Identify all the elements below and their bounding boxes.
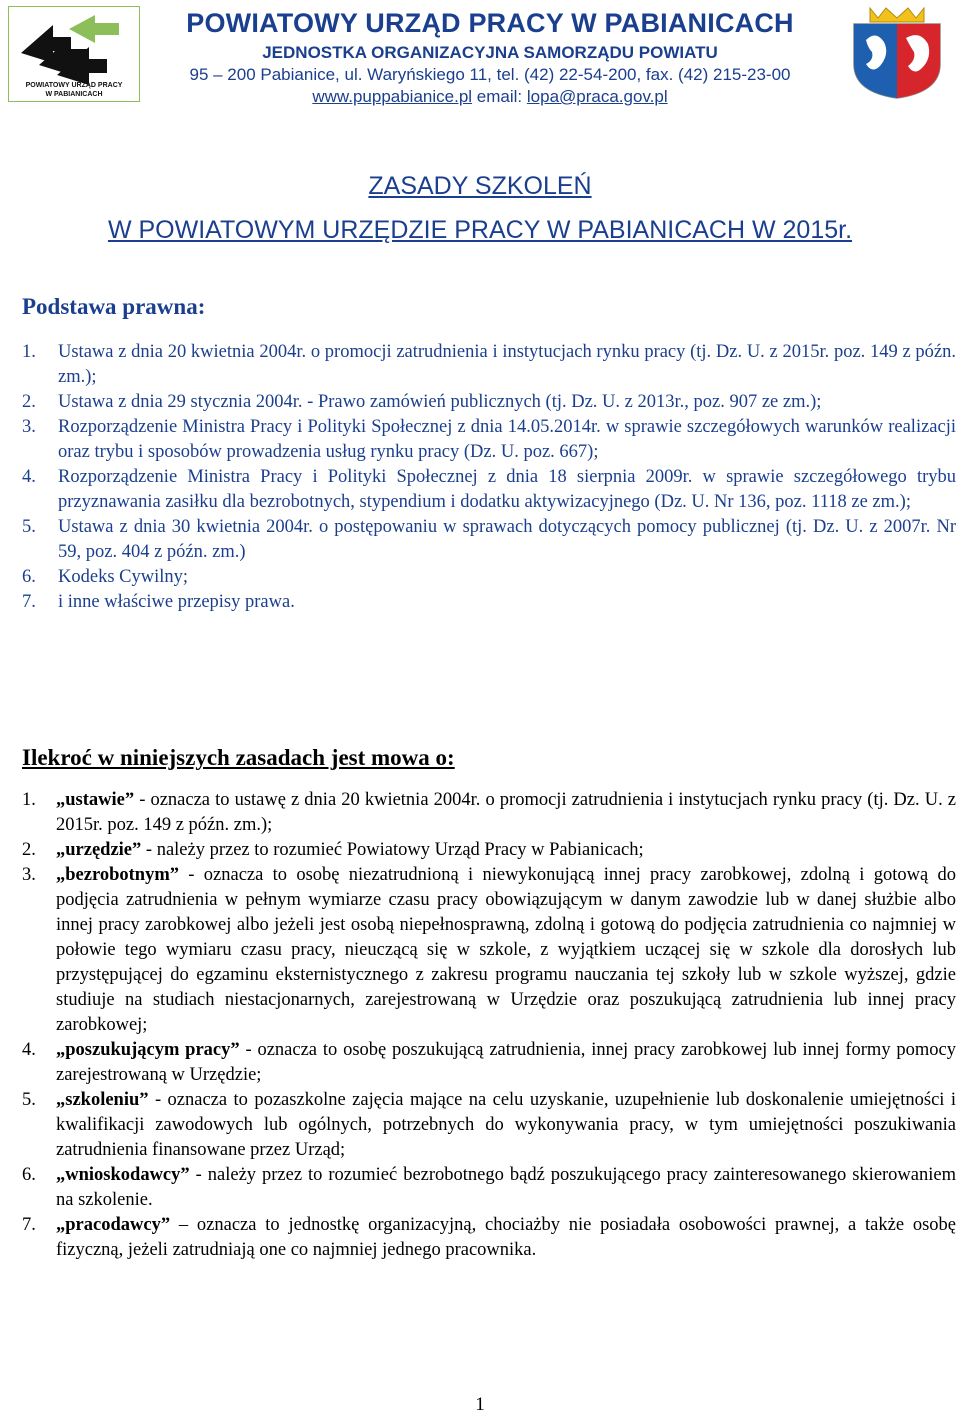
item-number: 1. [22,342,36,362]
item-text: Rozporządzenie Ministra Pracy i Polityki Społecznej z dnia 18 sierpnia 2009r. w sprawie szczegółowego trybu przyznawania zasiłku dla bezrobotnych, stypendium i dodatku aktywizacyjnego (Dz. U. Nr 136, poz. 1118 ze zm.); [58,467,956,512]
list-item [22,590,956,615]
coat-of-arms-icon [850,4,944,100]
item-number: 5. [22,1090,36,1110]
org-address: 95 – 200 Pabianice, ul. Waryńskiego 11, tel. (42) 22-54-200, fax. (42) 215-23-00 [189,65,791,84]
list-item [22,415,956,465]
term: „wnioskodawcy” [56,1165,190,1185]
list-item [22,863,956,1038]
legal-basis-heading: Podstawa prawna: [22,294,206,319]
item-number: 7. [22,592,36,612]
item-text: - oznacza to pozaszkolne zajęcia mające na celu uzyskanie, uzupełnienie lub doskonalenie umiejętności i kwalifikacji zawodowych lub ogólnych, potrzebnych do wykonywania pracy, w tym umiejętności poszukiwania zatrudnienia finansowane przez Urząd; [56,1090,956,1160]
term: „poszukującym pracy” [56,1040,240,1060]
list-item [22,515,956,565]
item-number: 5. [22,517,36,537]
item-number: 3. [22,865,36,885]
document-title: ZASADY SZKOLEŃ [368,172,592,200]
item-number: 1. [22,790,36,810]
definitions-list [22,788,956,1263]
list-item [22,1038,956,1088]
item-text: - należy przez to rozumieć bezrobotnego bądź poszukującego pracy zainteresowanego skierowaniem na szkolenie. [56,1165,956,1210]
legal-basis-list [22,340,956,615]
logo-text-line2: W PABIANICACH [45,91,103,98]
page-number: 1 [475,1394,485,1415]
website-link[interactable]: www.puppabianice.pl [312,87,473,106]
item-number: 6. [22,1165,36,1185]
coat-of-arms [850,4,944,100]
org-name: POWIATOWY URZĄD PRACY W PABIANICACH [186,8,794,38]
email-link[interactable]: lopa@praca.gov.pl [526,87,668,106]
email-label: email: [476,87,523,106]
item-text: Ustawa z dnia 20 kwietnia 2004r. o promocji zatrudnienia i instytucjach rynku pracy (tj. Dz. U. z 2015r. poz. 149 z późn. zm.); [58,342,956,387]
item-number: 4. [22,467,36,487]
logo-arrows-icon [9,7,139,101]
term: „bezrobotnym” [56,865,179,885]
term: „urzędzie” [56,840,142,860]
item-number: 2. [22,840,36,860]
item-text: - należy przez to rozumieć Powiatowy Urząd Pracy w Pabianicach; [141,840,644,860]
item-text: – oznacza to jednostkę organizacyjną, chociażby nie posiadała osobowości prawnej, a także osobę fizyczną, jeżeli zatrudniają one co najmniej jednego pracownika. [56,1215,956,1260]
list-item [22,838,956,863]
list-item [22,390,956,415]
item-text: Rozporządzenie Ministra Pracy i Polityki Społecznej z dnia 14.05.2014r. w sprawie szczegółowych warunków realizacji oraz trybu i sposobów prowadzenia usług rynku pracy (Dz. U. poz. 667); [58,417,956,462]
item-text: Kodeks Cywilny; [58,567,189,587]
item-number: 4. [22,1040,36,1060]
document-subtitle: W POWIATOWYM URZĘDZIE PRACY W PABIANICACH W 2015r. [107,216,853,244]
list-item [22,1213,956,1263]
logo-text-line1: POWIATOWY URZĄD PRACY [25,82,123,89]
item-text: - oznacza to ustawę z dnia 20 kwietnia 2004r. o promocji zatrudnienia i instytucjach rynku pracy (tj. Dz. U. z 2015r. poz. 149 z późn. zm.); [56,790,956,835]
item-text: i inne właściwe przepisy prawa. [58,592,295,612]
item-text: - oznacza to osobę niezatrudnioną i niewykonującą innej pracy zarobkowej, zdolną i gotową do podjęcia zatrudnienia w pełnym wymiarze czasu pracy obowiązującym w danym zawodzie lub w danej służbie albo innej pracy zarobkowej albo jeżeli jest osobą niepełnosprawną, zdolną i gotową do podjęcia zatrudnienia co najmniej w połowie tego wymiaru czasu pracy, nieuczącą się w szkole, z wyjątkiem uczącej się w szkole dla dorosłych lub przystępującej do egzaminu eksternistycznego z zakresu programu nauczania tej szkoły lub w szkole wyższej, gdzie studiuje na studiach niestacjonarnych, zarejestrowaną w Urzędzie oraz poszukującą zatrudnienia lub innej pracy zarobkowej; [56,865,956,1035]
org-subtitle: JEDNOSTKA ORGANIZACYJNA SAMORZĄDU POWIATU [262,43,718,62]
term: „ustawie” [56,790,135,810]
definitions-heading: Ilekroć w niniejszych zasadach jest mowa o: [22,745,455,770]
pup-logo [8,6,140,102]
term: „szkoleniu” [56,1090,149,1110]
item-text: Ustawa z dnia 30 kwietnia 2004r. o postępowaniu w sprawach dotyczących pomocy publicznej (tj. Dz. U. z 2007r. Nr 59, poz. 404 z późn. zm.) [58,517,956,562]
item-text: - oznacza to osobę poszukującą zatrudnienia, innej pracy zarobkowej lub innej formy pomocy zarejestrowaną w Urzędzie; [56,1040,956,1085]
item-number: 7. [22,1215,36,1235]
list-item [22,565,956,590]
item-text: Ustawa z dnia 29 stycznia 2004r. - Prawo zamówień publicznych (tj. Dz. U. z 2013r., poz. 907 ze zm.); [58,392,822,412]
item-number: 2. [22,392,36,412]
term: „pracodawcy” [56,1215,171,1235]
item-number: 3. [22,417,36,437]
list-item [22,788,956,838]
list-item [22,465,956,515]
org-contact [140,86,840,108]
list-item [22,1163,956,1213]
list-item [22,1088,956,1163]
item-number: 6. [22,567,36,587]
list-item [22,340,956,390]
